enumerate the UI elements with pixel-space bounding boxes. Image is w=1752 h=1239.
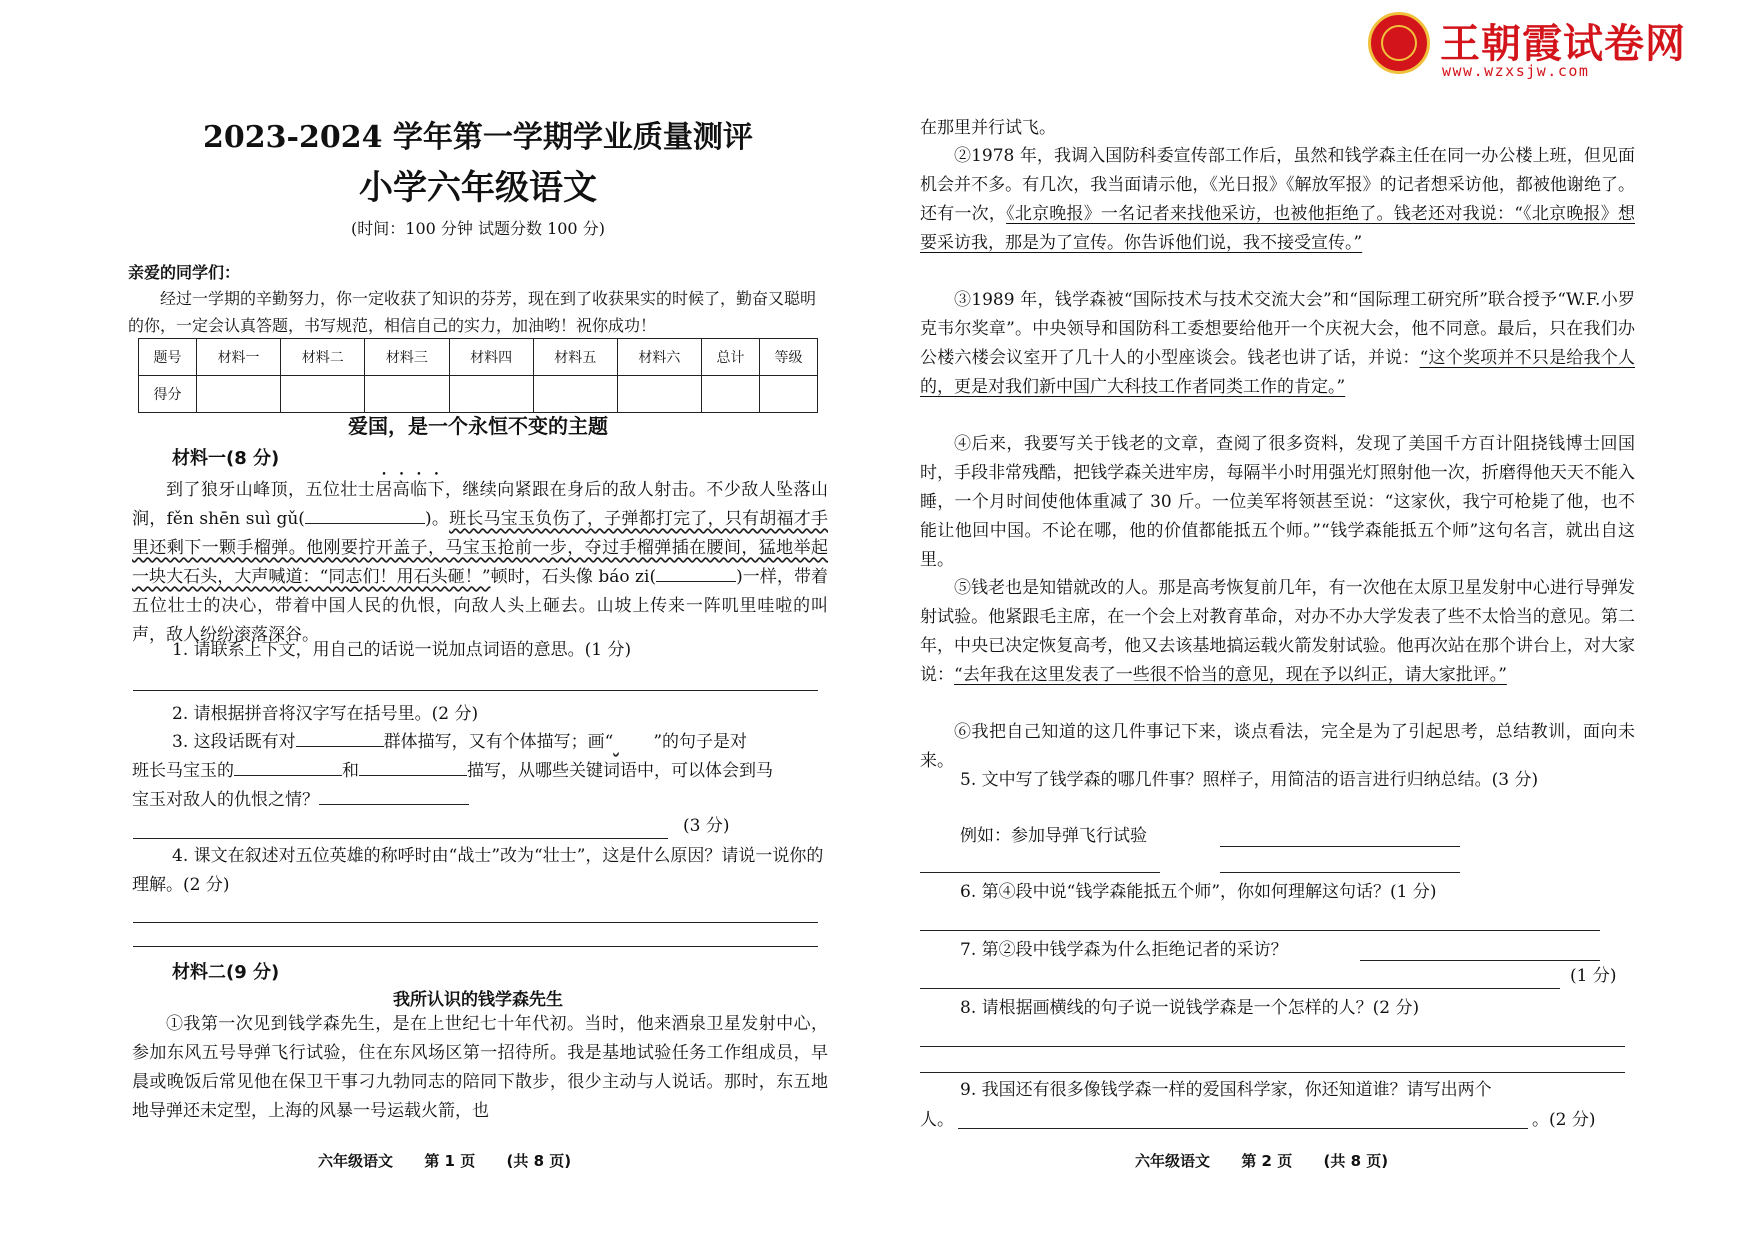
score-header-cell: 题号 (139, 339, 197, 376)
answer-line-q4-2[interactable] (133, 946, 818, 947)
logo-brand: 王朝霞试卷网 (1440, 21, 1686, 67)
score-header-cell: 材料五 (533, 339, 617, 376)
pinyin-blank-2[interactable] (656, 581, 736, 582)
score-cell[interactable] (449, 376, 533, 413)
question-3-score: (3 分) (683, 816, 730, 836)
question-3-cont: 班长马宝玉的 和 描写，从哪些关键词语中，可以体会到马 (132, 761, 773, 781)
answer-blank-q3-4[interactable] (319, 804, 469, 805)
score-header-cell: 材料四 (449, 339, 533, 376)
wavy-underlined-sentence: 班长马宝玉负伤了，子弹都打完了，只有胡福才手里还剩下一颗手榴弹。他刚要拧开盖子，马宝玉抢前一步，夺过手榴弹插在腰间，猛地举起一块大石头，大声喊道：“同志们！用石头砸！” (132, 509, 828, 587)
material-2-title: 我所认识的钱学森先生 (393, 990, 563, 1010)
material-2-paragraph-5: ⑤钱老也是知错就改的人。那是高考恢复前几年，有一次他在太原卫星发射中心进行导弹发射试验。他紧跟毛主席，在一个会上对教育革命，对办不办大学发表了些不太恰当的意见。第二年，中央已决定恢复高考，他又去该基地搞运载火箭发射试验。他再次站在那个讲台上，对大家说：“去年我在这里发表了一些很不恰当的意见，现在予以纠正，请大家批评。” (920, 578, 1635, 685)
site-logo (1368, 12, 1698, 80)
question-7-score: (1 分) (1570, 966, 1617, 986)
score-cell[interactable] (702, 376, 760, 413)
pinyin-blank-1[interactable] (305, 523, 425, 524)
page-1-footer: 六年级语文 第 1 页 (共 8 页) (318, 1152, 572, 1170)
material-2-paragraph-2: ②1978 年，我调入国防科委宣传部工作后，虽然和钱学森主任在同一办公楼上班，但见面机会并不多。有几次，我当面请示他，《光日报》《解放军报》的记者想采访他，都被他谢绝了。还有一次，《北京晚报》一名记者来找他采访，也被他拒绝了。钱老还对我说：“《北京晚报》想要采访我，那是为了宣传。你告诉他们说，我不接受宣传。” (920, 146, 1635, 253)
intro-text: 经过一学期的辛勤努力，你一定收获了知识的芬芳，现在到了收获果实的时候了，勤奋又聪明的你，一定会认真答题，书写规范，相信自己的实力，加油哟！祝你成功！ (128, 289, 817, 335)
score-header-cell: 材料一 (196, 339, 280, 376)
answer-line-q6[interactable] (920, 930, 1600, 931)
score-cell[interactable] (533, 376, 617, 413)
score-table (138, 338, 818, 413)
question-6: 6. 第④段中说“钱学森能抵五个师”，你如何理解这句话？(1 分) (960, 882, 1437, 902)
wavy-line-sample (613, 728, 653, 757)
question-3-cont2: 宝玉对敌人的仇恨之情？ (132, 786, 469, 815)
score-cell[interactable] (617, 376, 701, 413)
greeting: 亲爱的同学们： (128, 263, 241, 282)
logo-url: www.wzxsjw.com (1442, 62, 1590, 80)
material-2-paragraph-3: ③1989 年，钱学森被“国际技术与技术交流大会”和“国际理工研究所”联合授予“W.F.小罗克韦尔奖章”。中央领导和国防科工委想要给他开一个庆祝大会，他不同意。最后，只在我们办公楼六楼会议室开了几十人的小型座谈会。钱老也讲了话，并说：“这个奖项并不只是给我个人的，更是对我们新中国广大科技工作者同类工作的肯定。” (920, 290, 1635, 397)
score-header-cell: 材料三 (365, 339, 449, 376)
dotted-phrase: 居高临下 (375, 480, 445, 500)
score-header-cell: 材料六 (617, 339, 701, 376)
page-2-footer: 六年级语文 第 2 页 (共 8 页) (1135, 1152, 1389, 1170)
answer-line-q5-example (1220, 846, 1460, 847)
question-7: 7. 第②段中钱学森为什么拒绝记者的采访？ (960, 940, 1288, 960)
question-5-example: 例如：参加导弹飞行试验 (960, 826, 1147, 846)
answer-line-q9[interactable] (958, 1128, 1528, 1129)
underlined-sentence-2: 《北京晚报》一名记者来找他采访，也被他拒绝了。钱老还对我说：“《北京晚报》想要采访我，那是为了宣传。你告诉他们说，我不接受宣传。” (920, 204, 1635, 253)
question-3: 3. 这段话既有对 群体描写，又有个体描写；画“ ”的句子是对 (172, 728, 827, 757)
exam-time-info: (时间：100 分钟 试题分数 100 分) (351, 219, 605, 238)
answer-line-q3[interactable] (133, 838, 668, 839)
score-header-cell: 总计 (702, 339, 760, 376)
question-4: 4. 课文在叙述对五位英雄的称呼时由“战士”改为“壮士”，这是什么原因？请说一说你的理解。(2 分) (132, 846, 824, 895)
material-2-paragraph-1-end: 在那里并行试飞。 (920, 118, 1056, 138)
answer-line-q8-1[interactable] (920, 1046, 1625, 1047)
score-table-row (139, 376, 818, 413)
underlined-sentence-3: “这个奖项并不只是给我个人的，更是对我们新中国广大科技工作者同类工作的肯定。” (920, 348, 1635, 397)
question-2: 2. 请根据拼音将汉字写在括号里。(2 分) (172, 704, 479, 724)
answer-line-q4-1[interactable] (133, 922, 818, 923)
underlined-sentence-5: “去年我在这里发表了一些很不恰当的意见，现在予以纠正，请大家批评。” (954, 665, 1507, 685)
answer-line-q1[interactable] (133, 690, 818, 691)
exam-subject: 小学六年级语文 (359, 168, 597, 208)
answer-blank-q3-3[interactable] (359, 775, 467, 776)
material-2-paragraph-1: ①我第一次见到钱学森先生，是在上世纪七十年代初。当时，他来酒泉卫星发射中心，参加东风五号导弹飞行试验，住在东风场区第一招待所。我是基地试验任务工作组成员，早晨或晚饭后常见他在保卫干事刁九勃同志的陪同下散步，很少主动与人说话。那时，东五地地导弹还未定型，上海的风暴一号运载火箭，也 (132, 1014, 828, 1121)
question-9-score: 。(2 分) (1532, 1110, 1596, 1130)
answer-blank-q3-2[interactable] (234, 775, 342, 776)
answer-line-q5-1[interactable] (920, 872, 1160, 873)
question-5: 5. 文中写了钱学森的哪几件事？照样子，用简洁的语言进行归纳总结。(3 分) (960, 770, 1539, 790)
material-1-passage: 到了狼牙山峰顶，五位壮士居高临下，继续向紧跟在身后的敌人射击。不少敌人坠落山涧，fěn shēn suì gǔ( )。班长马宝玉负伤了，子弹都打完了，只有胡福才手里还剩下一颗手榴弹。他刚要拧开盖子，马宝玉抢前一步，夺过手榴弹插在腰间，猛地举起一块大石头，大声喊道：“同志们！用石头砸！”顿时，石头像 báo zi( )一样，带着五位壮士的决心，带着中国人民的仇恨，向敌人头上砸去。山坡上传来一阵叽里哇啦的叫声，敌人纷纷滚落深谷。 (132, 480, 829, 645)
answer-line-q5-2[interactable] (1220, 872, 1460, 873)
score-table-header-row (139, 339, 818, 376)
question-9-cont: 人。 (920, 1110, 954, 1130)
material-2-label: 材料二(9 分) (172, 962, 280, 983)
exam-title: 2023-2024 学年第一学期学业质量测评 (203, 120, 753, 155)
score-cell[interactable] (196, 376, 280, 413)
material-1-label: 材料一(8 分) (172, 448, 280, 469)
score-cell[interactable] (760, 376, 818, 413)
score-header-cell: 等级 (760, 339, 818, 376)
question-9: 9. 我国还有很多像钱学森一样的爱国科学家，你还知道谁？请写出两个 (960, 1080, 1492, 1100)
logo-seal-icon (1368, 12, 1430, 74)
question-8: 8. 请根据画横线的句子说一说钱学森是一个怎样的人？(2 分) (960, 998, 1420, 1018)
question-1: 1. 请联系上下文，用自己的话说一说加点词语的意思。(1 分) (172, 640, 632, 660)
score-header-cell: 材料二 (281, 339, 365, 376)
score-cell[interactable] (365, 376, 449, 413)
answer-blank-q3-1[interactable] (296, 746, 384, 747)
answer-line-q7-2[interactable] (920, 988, 1560, 989)
answer-line-q8-2[interactable] (920, 1072, 1625, 1073)
answer-line-q7-1[interactable] (1360, 960, 1600, 961)
score-cell[interactable] (281, 376, 365, 413)
material-2-paragraph-4: ④后来，我要写关于钱老的文章，查阅了很多资料，发现了美国千方百计阻挠钱博士回国时，手段非常残酷，把钱学森关进牢房，每隔半小时用强光灯照射他一次，折磨得他天天不能入睡，一个月时间使他体重减了 30 斤。一位美军将领甚至说：“这家伙，我宁可枪毙了他，也不能让他回中国。不论在哪，他的价值都能抵五个师。”“钱学森能抵五个师”这句名言，就出自这里。 (920, 434, 1635, 570)
material-2-paragraph-6: ⑥我把自己知道的这几件事记下来，谈点看法，完全是为了引起思考，总结教训，面向未来。 (920, 722, 1635, 771)
section-title: 爱国，是一个永恒不变的主题 (348, 414, 608, 438)
score-row-label: 得分 (139, 376, 197, 413)
